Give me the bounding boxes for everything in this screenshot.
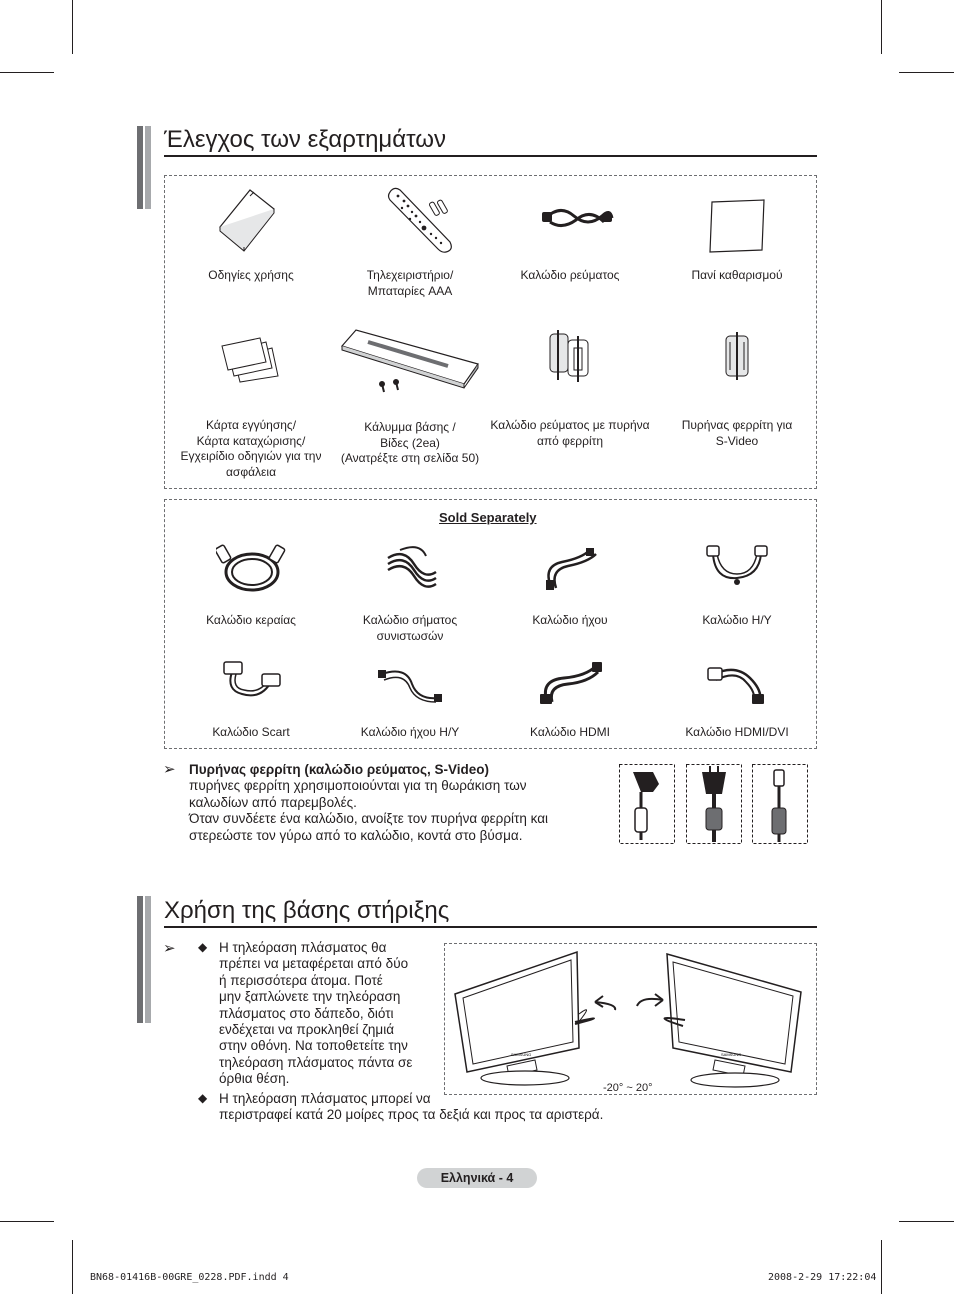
sold-separately-heading: Sold Separately [439,510,537,525]
ferrite-cord-icon [544,326,600,384]
label-cloth: Πανί καθαρισμού [691,268,783,282]
label-stand-cover: Κάλυμμα βάσης / Βίδες (2ea) (Ανατρέξτε στη σελίδα 50) [340,420,480,465]
label-cards: Κάρτα εγγύησης/ Κάρτα καταχώρισης/ Εγχειρίδιο οδηγιών για την ασφάλεια [180,418,322,479]
power-cord-icon [540,200,616,234]
date-slug: 2008-2-29 17:22:04 [768,1272,877,1283]
note-arrow-icon: ➢ [163,761,176,778]
crop-mark [881,0,882,54]
crop-mark [0,1221,54,1222]
crop-mark [881,1240,882,1294]
label-hdmi: Καλώδιο HDMI [530,725,610,739]
cards-icon [220,336,280,384]
section-bar [145,896,151,1023]
stand-note-2: Η τηλεόραση πλάσματος μπορεί να περιστραφεί κατά 20 μοίρες προς τα δεξιά και προς τα αριστερά. [219,1091,604,1123]
page-number: Ελληνικά - 4 [417,1168,537,1188]
crop-mark [0,72,54,73]
label-pc: Καλώδιο Η/Υ [702,613,772,627]
crop-mark [899,1221,954,1222]
section-bar [137,896,143,1023]
antenna-cable-icon [216,540,286,598]
pc-cable-icon [705,544,769,594]
cleaning-cloth-icon [706,198,768,254]
note-arrow-icon: ➢ [163,940,176,957]
pc-audio-cable-icon [376,662,444,706]
bullet-icon: ◆ [198,1091,208,1105]
crop-mark [72,1240,73,1294]
label-component: Καλώδιο σήματος συνιστωσών [362,613,458,643]
label-manual: Οδηγίες χρήσης [208,268,294,282]
remote-icon [386,186,458,254]
tv-brand-left: SAMSUNG [511,1052,532,1057]
ferrite-svideo-figure [752,764,808,844]
section-title: Έλεγχος των εξαρτημάτων [164,126,446,153]
ferrite-svideo-icon [720,330,754,382]
stand-cover-icon [338,326,482,394]
hdmi-cable-icon [538,660,604,706]
manual-icon [216,187,278,253]
crop-mark [899,72,954,73]
label-ferrite-cord: Καλώδιο ρεύματος με πυρήνα από φερρίτη [490,418,650,448]
label-audio: Καλώδιο ήχου [532,613,608,627]
label-scart: Καλώδιο Scart [212,725,290,739]
bullet-icon: ◆ [198,940,208,954]
scart-cable-icon [222,660,282,706]
label-hdmi-dvi: Καλώδιο HDMI/DVI [685,725,789,739]
label-antenna: Καλώδιο κεραίας [206,613,296,627]
ferrite-note: Πυρήνας φερρίτη (καλώδιο ρεύματος, S-Video) πυρήνες φερρίτη χρησιμοποιούνται για τη θωράκιση των καλωδίων από παρεμβολές. Όταν συνδέετε ένα καλώδιο, ανοίξτε τον πυρήνα φερρίτη και στερεώστε τον γύρω από το καλώδιο, κοντά στο βύσμα. [189,762,549,843]
section-title: Χρήση της βάσης στήριξης [164,897,450,924]
crop-mark [72,0,73,54]
ferrite-plug-figure [619,764,675,844]
ferrite-power-figure [686,764,742,844]
section-bar [145,126,151,209]
hdmi-dvi-cable-icon [706,660,770,706]
rotation-label: -20° ~ 20° [603,1082,653,1094]
stand-note-1: Η τηλεόραση πλάσματος θα πρέπει να μεταφέρεται από δύο ή περισσότερα άτομα. Ποτέ μην ξαπλώνετε την τηλεόραση πλάσματος στο δάπεδο, διότι ενδέχεται να προκληθεί ζημιά στην οθόνη. Να τοποθετείτε την τηλεόραση πλάσματος πάντα σε όρθια θέση. [219,940,413,1087]
audio-cable-icon [542,546,602,592]
component-cable-icon [380,544,442,594]
section-rule [164,926,817,928]
section-bar [137,126,143,209]
label-pc-audio: Καλώδιο ήχου Η/Υ [360,725,460,739]
label-remote: Τηλεχειριστήριο/ Μπαταρίες AAA [366,268,454,298]
tv-brand-right: SAMSUNG [721,1052,742,1057]
label-power-cord: Καλώδιο ρεύματος [520,268,620,282]
section-rule [164,155,817,157]
tv-rotation-figure [445,944,816,1094]
label-ferrite-svideo: Πυρήνας φερρίτη για S-Video [681,418,793,448]
file-slug: BN68-01416B-00GRE_0228.PDF.indd 4 [90,1272,289,1283]
